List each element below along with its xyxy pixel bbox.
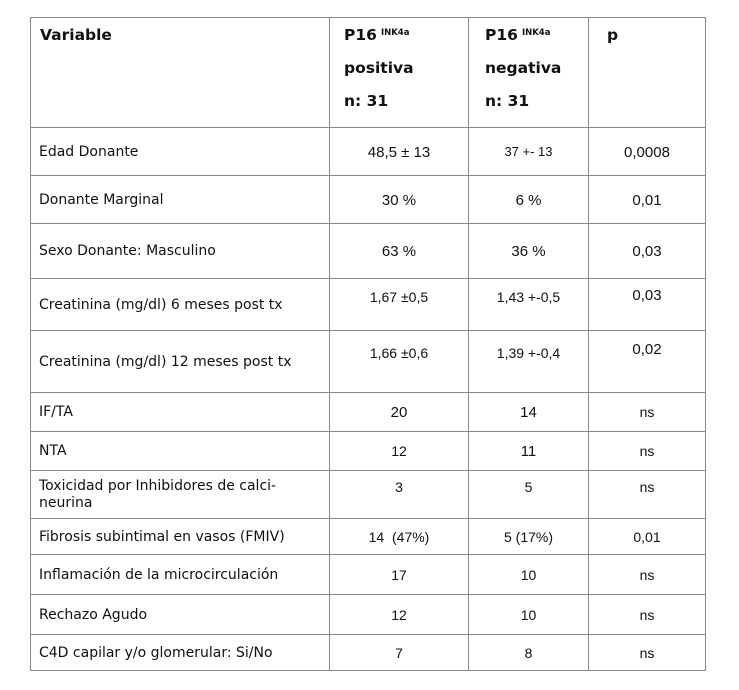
row-negative-value: 10: [469, 595, 589, 635]
table-row: [31, 595, 706, 635]
row-positive-value: 63 %: [330, 224, 469, 279]
row-positive-value: 3: [330, 471, 469, 519]
positive-n-label: n: 31: [344, 92, 389, 110]
row-variable: IF/TA: [31, 393, 330, 432]
row-p-value: 0,01: [589, 519, 706, 555]
header-row: [31, 18, 706, 128]
row-positive-value: 17: [330, 555, 469, 595]
row-positive-value: 1,66 ±0,6: [330, 331, 469, 393]
row-variable: Fibrosis subintimal en vasos (FMIV): [31, 519, 330, 555]
table-row: [31, 279, 706, 331]
p16-positive-superscript: INK4a: [380, 28, 410, 38]
row-positive-value: 14 (47%): [330, 519, 469, 555]
row-positive-value: 1,67 ±0,5: [330, 279, 469, 331]
header-p16-positive: [330, 18, 469, 128]
p-header-label: p: [607, 26, 619, 44]
row-p-value: 0,03: [589, 279, 706, 331]
row-variable: Edad Donante: [31, 128, 330, 176]
row-p-value: ns: [589, 471, 706, 519]
row-variable: Creatinina (mg/dl) 12 meses post tx: [31, 331, 330, 393]
row-p-value: ns: [589, 432, 706, 471]
p16-negative-label: P16: [485, 26, 518, 44]
row-variable: Donante Marginal: [31, 176, 330, 224]
row-negative-value: 8: [469, 635, 589, 671]
row-p-value: ns: [589, 595, 706, 635]
results-table: [30, 17, 706, 671]
positive-status-label: positiva: [344, 59, 414, 77]
row-negative-value: 10: [469, 555, 589, 595]
row-negative-value: 37 +- 13: [469, 128, 589, 176]
table-row: [31, 519, 706, 555]
header-variable: [31, 18, 330, 128]
row-p-value: ns: [589, 393, 706, 432]
row-positive-value: 12: [330, 432, 469, 471]
row-variable: Creatinina (mg/dl) 6 meses post tx: [31, 279, 330, 331]
header-p16-negative: [469, 18, 589, 128]
row-p-value: 0,03: [589, 224, 706, 279]
table-row: [31, 471, 706, 519]
row-negative-value: 36 %: [469, 224, 589, 279]
row-negative-value: 5 (17%): [469, 519, 589, 555]
row-variable: Sexo Donante: Masculino: [31, 224, 330, 279]
row-variable: NTA: [31, 432, 330, 471]
row-positive-value: 7: [330, 635, 469, 671]
row-positive-value: 30 %: [330, 176, 469, 224]
row-p-value: 0,02: [589, 331, 706, 393]
row-positive-value: 48,5 ± 13: [330, 128, 469, 176]
variable-header-label: Variable: [40, 26, 112, 44]
row-negative-value: 6 %: [469, 176, 589, 224]
row-variable: Inflamación de la microcirculación: [31, 555, 330, 595]
p16-positive-label: P16: [344, 26, 377, 44]
row-p-value: 0,0008: [589, 128, 706, 176]
table-row: [31, 635, 706, 671]
row-positive-value: 12: [330, 595, 469, 635]
row-negative-value: 14: [469, 393, 589, 432]
table-row: [31, 331, 706, 393]
table-row: [31, 393, 706, 432]
row-negative-value: 1,39 +-0,4: [469, 331, 589, 393]
row-variable: Rechazo Agudo: [31, 595, 330, 635]
row-p-value: ns: [589, 635, 706, 671]
table-row: [31, 128, 706, 176]
row-variable: C4D capilar y/o glomerular: Si/No: [31, 635, 330, 671]
table-row: [31, 176, 706, 224]
header-p-value: [589, 18, 706, 128]
row-variable: Toxicidad por Inhibidores de calci-neurina: [31, 471, 330, 519]
table-row: [31, 555, 706, 595]
table-row: [31, 224, 706, 279]
row-p-value: 0,01: [589, 176, 706, 224]
negative-status-label: negativa: [485, 59, 562, 77]
row-negative-value: 11: [469, 432, 589, 471]
row-p-value: ns: [589, 555, 706, 595]
row-positive-value: 20: [330, 393, 469, 432]
negative-n-label: n: 31: [485, 92, 530, 110]
p16-negative-superscript: INK4a: [521, 28, 551, 38]
row-negative-value: 5: [469, 471, 589, 519]
row-negative-value: 1,43 +-0,5: [469, 279, 589, 331]
table-row: [31, 432, 706, 471]
